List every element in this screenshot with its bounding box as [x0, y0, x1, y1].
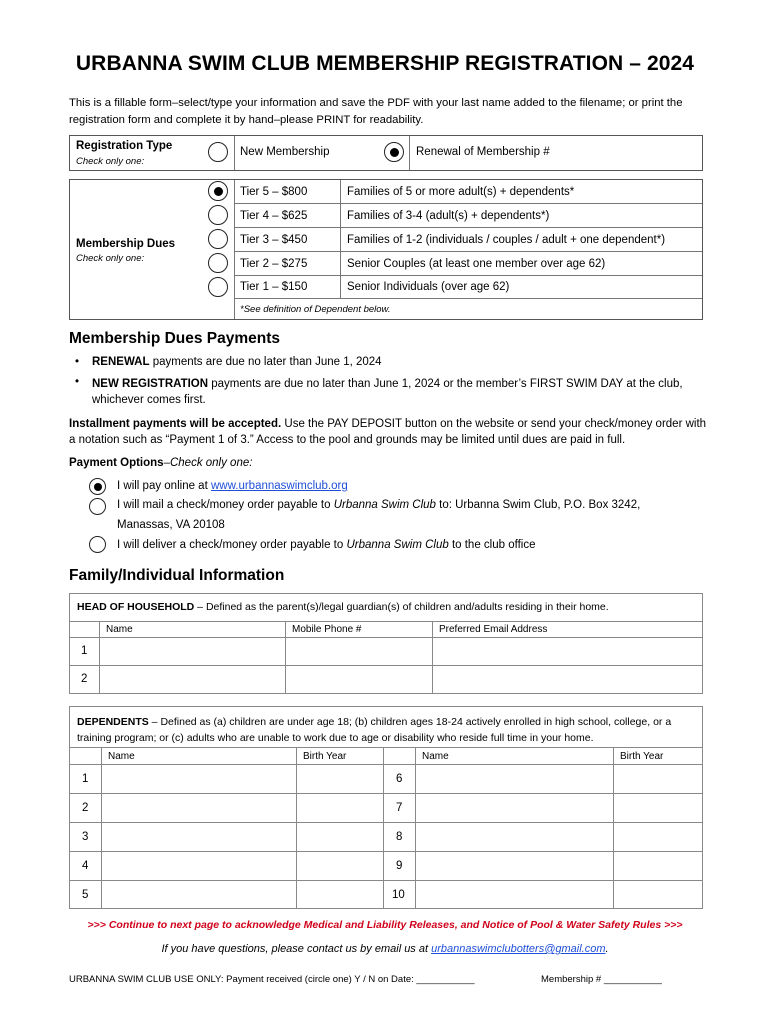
- hoh-col-phone: Mobile Phone #: [292, 624, 362, 635]
- pay-online-radio[interactable]: [89, 478, 106, 495]
- new-membership-label: New Membership: [240, 146, 330, 158]
- pay-online-label: I will pay online at www.urbannaswimclub.org: [117, 480, 348, 492]
- dep-row-number: 9: [396, 860, 403, 872]
- dep-col-birth-year: Birth Year: [620, 751, 664, 762]
- tier-5-name: Tier 5 – $800: [240, 186, 308, 198]
- dep-row-number: 2: [82, 802, 89, 814]
- hoh-2-email-field[interactable]: [433, 666, 703, 694]
- hoh-1-email-field[interactable]: [433, 638, 703, 666]
- registration-type-label: Registration Type: [76, 140, 173, 152]
- questions-text: If you have questions, please contact us by email us at urbannaswimclubotters@gmail.com.: [161, 943, 609, 955]
- tier-4-radio[interactable]: [208, 205, 228, 225]
- dep-birth-year-field[interactable]: [297, 823, 384, 852]
- hoh-row-number: 1: [81, 645, 88, 657]
- dep-birth-year-field[interactable]: [614, 823, 703, 852]
- dep-name-field[interactable]: [416, 794, 614, 823]
- dep-row-number: 3: [82, 831, 89, 843]
- new-membership-radio[interactable]: [208, 142, 228, 162]
- club-use-only: URBANNA SWIM CLUB USE ONLY: Payment received (circle one) Y / N on Date: ___________: [69, 974, 475, 985]
- hoh-2-name-field[interactable]: [100, 666, 286, 694]
- hoh-2-phone-field[interactable]: [286, 666, 433, 694]
- dep-birth-year-field[interactable]: [297, 852, 384, 881]
- dep-birth-year-field[interactable]: [297, 794, 384, 823]
- contact-email-link[interactable]: urbannaswimclubotters@gmail.com: [431, 943, 606, 955]
- hoh-col-email: Preferred Email Address: [439, 624, 548, 635]
- tier-1-radio[interactable]: [208, 277, 228, 297]
- membership-dues-label: Membership Dues: [76, 238, 176, 250]
- dep-row-number: 4: [82, 860, 89, 872]
- dep-row-number: 7: [396, 802, 403, 814]
- mail-address: Manassas, VA 20108: [117, 519, 225, 531]
- tier-4-name: Tier 4 – $625: [240, 210, 308, 222]
- tier-5-radio[interactable]: [208, 181, 228, 201]
- payments-heading: Membership Dues Payments: [69, 330, 281, 347]
- membership-dues-hint: Check only one:: [76, 253, 145, 264]
- dep-birth-year-field[interactable]: [614, 794, 703, 823]
- dep-col-birth-year: Birth Year: [303, 751, 347, 762]
- tier-4-desc: Families of 3-4 (adult(s) + dependents*): [347, 210, 550, 222]
- bullet-dot: •: [75, 356, 80, 368]
- renewal-membership-radio[interactable]: [384, 142, 404, 162]
- tier-1-desc: Senior Individuals (over age 62): [347, 281, 510, 293]
- dep-birth-year-field[interactable]: [297, 765, 384, 794]
- installment-text: Installment payments will be accepted. Use the PAY DEPOSIT button on the website or send your check/money order with a notation such as “Payment 1 of 3.” Access to the pool and grounds may be limited until dues are paid in full.: [69, 418, 707, 446]
- dependents-table: [69, 706, 703, 909]
- dep-row-number: 5: [82, 889, 89, 901]
- family-heading: Family/Individual Information: [69, 567, 285, 584]
- dep-col-name: Name: [108, 751, 135, 762]
- dep-col-name: Name: [422, 751, 449, 762]
- new-registration-bullet: NEW REGISTRATION payments are due no later than June 1, 2024 or the member’s FIRST SWIM DAY at the club, whichever comes first.: [92, 378, 683, 406]
- dep-name-field[interactable]: [102, 823, 297, 852]
- membership-number-line: Membership # ___________: [541, 974, 662, 985]
- page-title: URBANNA SWIM CLUB MEMBERSHIP REGISTRATION – 2024: [75, 52, 695, 75]
- tier-2-radio[interactable]: [208, 253, 228, 273]
- dep-name-field[interactable]: [102, 881, 297, 909]
- tier-3-radio[interactable]: [208, 229, 228, 249]
- renewal-bullet: RENEWAL payments are due no later than June 1, 2024: [92, 356, 382, 368]
- hoh-row-number: 2: [81, 673, 88, 685]
- mail-check-radio[interactable]: [89, 498, 106, 515]
- registration-type-box: [69, 135, 703, 171]
- intro-text: This is a fillable form–select/type your information and save the PDF with your last name added to the filename; or print the registration form and complete it by hand–please PRINT for readability.: [69, 97, 683, 126]
- renewal-membership-label: Renewal of Membership #: [416, 146, 550, 158]
- deliver-check-radio[interactable]: [89, 536, 106, 553]
- dep-name-field[interactable]: [416, 881, 614, 909]
- dep-birth-year-field[interactable]: [297, 881, 384, 909]
- dep-name-field[interactable]: [102, 765, 297, 794]
- dep-name-field[interactable]: [102, 852, 297, 881]
- dep-row-number: 8: [396, 831, 403, 843]
- tier-1-name: Tier 1 – $150: [240, 281, 308, 293]
- dep-row-number: 6: [396, 773, 403, 785]
- tier-3-desc: Families of 1-2 (individuals / couples / adult + one dependent*): [347, 234, 666, 246]
- bullet-dot: •: [75, 376, 80, 388]
- dep-birth-year-field[interactable]: [614, 765, 703, 794]
- tier-3-name: Tier 3 – $450: [240, 234, 308, 246]
- payment-options-label: Payment Options–Check only one:: [69, 457, 253, 469]
- dep-birth-year-field[interactable]: [614, 852, 703, 881]
- tier-5-desc: Families of 5 or more adult(s) + dependents*: [347, 186, 575, 198]
- dep-row-number: 1: [82, 773, 89, 785]
- hoh-1-phone-field[interactable]: [286, 638, 433, 666]
- hoh-col-name: Name: [106, 624, 133, 635]
- head-of-household-table: [69, 593, 703, 694]
- website-link[interactable]: www.urbannaswimclub.org: [210, 480, 348, 492]
- dep-name-field[interactable]: [102, 794, 297, 823]
- dep-name-field[interactable]: [416, 823, 614, 852]
- dependent-footnote: *See definition of Dependent below.: [240, 304, 391, 315]
- membership-dues-box: [69, 179, 703, 320]
- dep-name-field[interactable]: [416, 852, 614, 881]
- dep-name-field[interactable]: [416, 765, 614, 794]
- mail-check-label: I will mail a check/money order payable to Urbanna Swim Club to: Urbanna Swim Club, P.O. Box 3242,: [117, 499, 641, 511]
- continue-notice: >>> Continue to next page to acknowledge Medical and Liability Releases, and Notice of Pool & Water Safety Rules >>>: [87, 919, 683, 931]
- tier-2-name: Tier 2 – $275: [240, 258, 308, 270]
- dependents-definition: DEPENDENTS – Defined as (a) children are under age 18; (b) children ages 18-24 actively enrolled in high school, college, or a training program; or (c) adults who are unable to work due to age or disability who reside full time in your home.: [77, 716, 672, 744]
- dep-row-number: 10: [392, 889, 405, 901]
- tier-2-desc: Senior Couples (at least one member over age 62): [347, 258, 606, 270]
- deliver-check-label: I will deliver a check/money order payable to Urbanna Swim Club to the club office: [117, 539, 536, 551]
- hoh-1-name-field[interactable]: [100, 638, 286, 666]
- registration-type-hint: Check only one:: [76, 156, 145, 167]
- dep-birth-year-field[interactable]: [614, 881, 703, 909]
- hoh-definition: HEAD OF HOUSEHOLD – Defined as the parent(s)/legal guardian(s) of children and/adults residing in their home.: [77, 601, 609, 613]
